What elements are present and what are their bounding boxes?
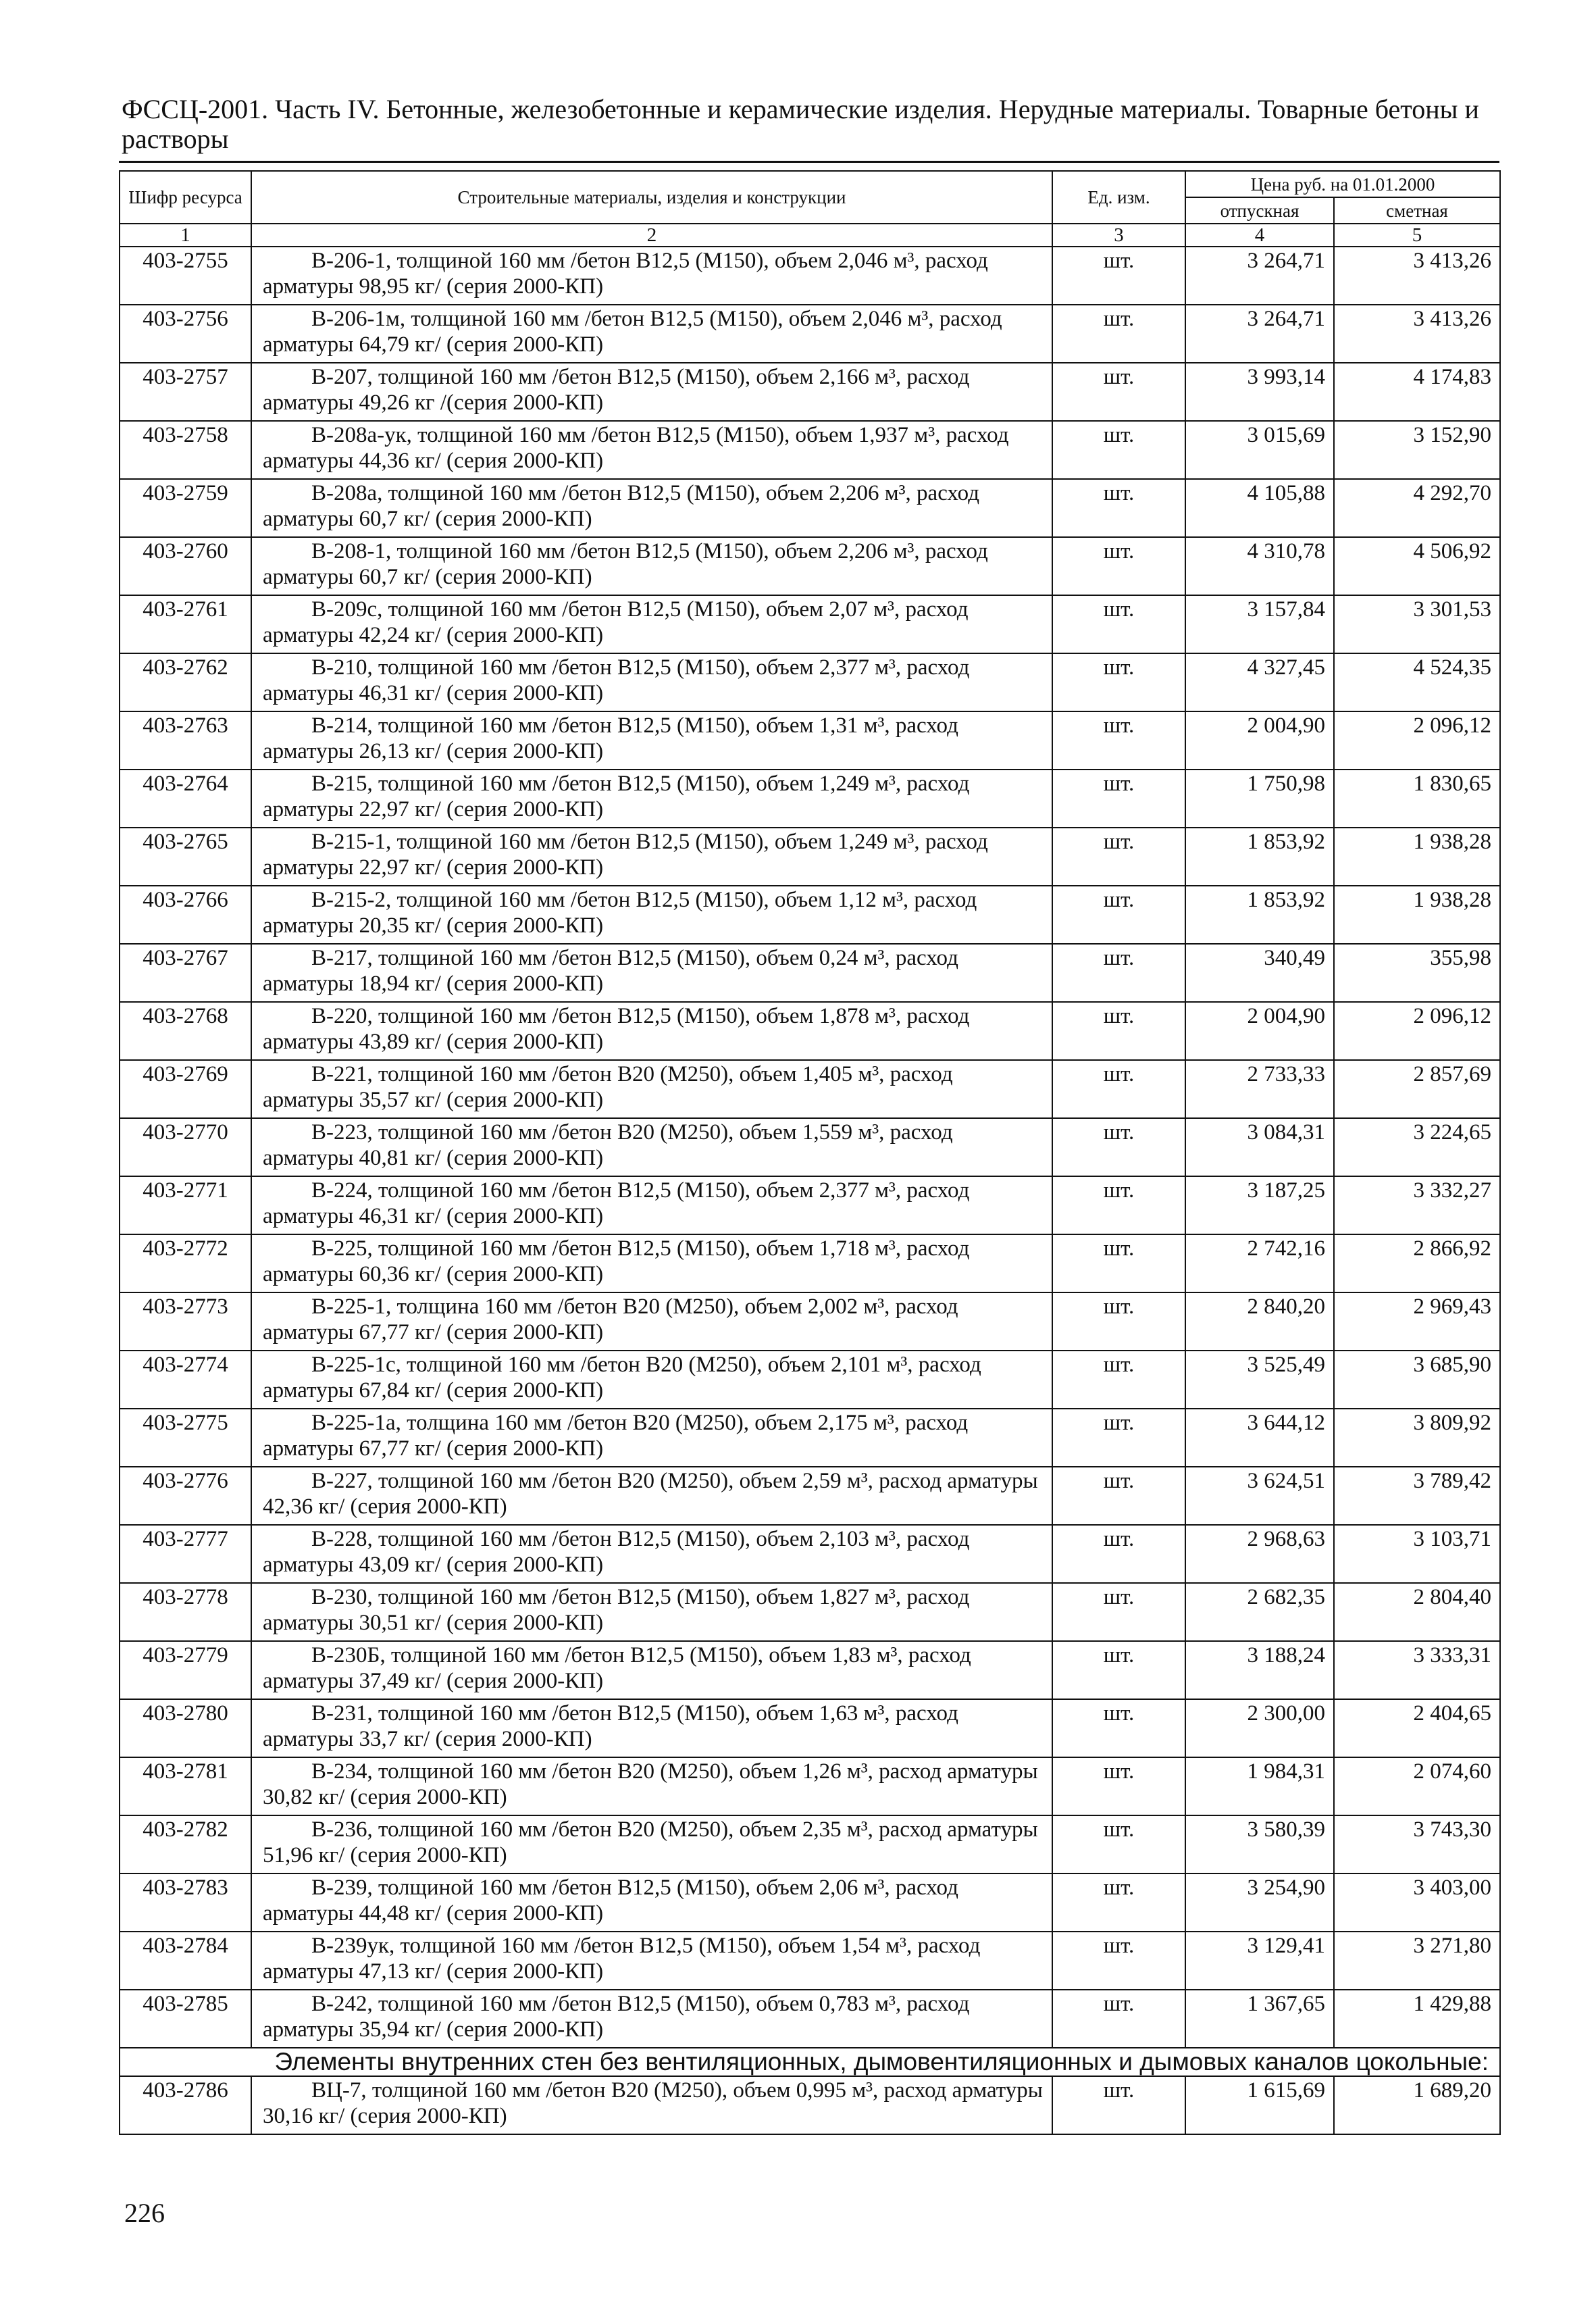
table-row [120,1932,1500,1990]
row-price-release: 3 188,24 [1185,1641,1334,1699]
row-code: 403-2777 [120,1525,251,1583]
row-price-release: 2 968,63 [1185,1525,1334,1583]
row-description: В-230Б, толщиной 160 мм /бетон В12,5 (М150), объем 1,83 м³, расход арматуры 37,49 кг/ (серия 2000-КП) [251,1641,1052,1699]
row-code: 403-2757 [120,363,251,421]
table-row [120,828,1500,886]
table-row [120,1118,1500,1176]
row-description: В-208а, толщиной 160 мм /бетон В12,5 (М150), объем 2,206 м³, расход арматуры 60,7 кг/ (серия 2000-КП) [251,479,1052,537]
row-price-estimate: 3 685,90 [1334,1351,1500,1409]
row-code: 403-2764 [120,770,251,828]
table-row [120,770,1500,828]
section-heading-row [120,2048,1500,2076]
row-price-release: 2 300,00 [1185,1699,1334,1757]
row-description: В-215, толщиной 160 мм /бетон В12,5 (М150), объем 1,249 м³, расход арматуры 22,97 кг/ (серия 2000-КП) [251,770,1052,828]
row-unit: шт. [1052,1583,1185,1641]
row-description: В-225-1, толщина 160 мм /бетон В20 (М250), объем 2,002 м³, расход арматуры 67,77 кг/ (серия 2000-КП) [251,1292,1052,1351]
row-code: 403-2779 [120,1641,251,1699]
row-unit: шт. [1052,1990,1185,2048]
row-price-estimate: 4 174,83 [1334,363,1500,421]
row-unit: шт. [1052,363,1185,421]
row-unit: шт. [1052,1060,1185,1118]
table-row [120,537,1500,595]
row-code: 403-2756 [120,305,251,363]
row-code: 403-2768 [120,1002,251,1060]
table-row [120,1815,1500,1873]
row-price-release: 3 264,71 [1185,305,1334,363]
section-heading: Элементы внутренних стен без вентиляционных, дымовентиляционных и дымовых каналов цокольные: [120,2048,1500,2076]
row-description: В-228, толщиной 160 мм /бетон В12,5 (М150), объем 2,103 м³, расход арматуры 43,09 кг/ (серия 2000-КП) [251,1525,1052,1583]
row-description: В-214, толщиной 160 мм /бетон В12,5 (М150), объем 1,31 м³, расход арматуры 26,13 кг/ (серия 2000-КП) [251,711,1052,770]
row-price-release: 3 157,84 [1185,595,1334,653]
column-number-row [120,224,1500,247]
table-row [120,1583,1500,1641]
column-number: 5 [1334,224,1500,247]
row-code: 403-2758 [120,421,251,479]
row-unit: шт. [1052,421,1185,479]
row-price-release: 2 004,90 [1185,711,1334,770]
row-price-estimate: 1 938,28 [1334,828,1500,886]
row-unit: шт. [1052,1351,1185,1409]
row-unit: шт. [1052,828,1185,886]
row-code: 403-2776 [120,1467,251,1525]
table-row [120,2076,1500,2134]
row-price-estimate: 4 506,92 [1334,537,1500,595]
table-row [120,653,1500,711]
row-price-release: 2 682,35 [1185,1583,1334,1641]
row-price-release: 3 644,12 [1185,1409,1334,1467]
row-price-estimate: 3 743,30 [1334,1815,1500,1873]
row-price-estimate: 3 789,42 [1334,1467,1500,1525]
row-code: 403-2766 [120,886,251,944]
row-price-estimate: 3 224,65 [1334,1118,1500,1176]
row-description: В-206-1м, толщиной 160 мм /бетон В12,5 (М150), объем 2,046 м³, расход арматуры 64,79 кг/ (серия 2000-КП) [251,305,1052,363]
table-row [120,1699,1500,1757]
table-row [120,363,1500,421]
row-code: 403-2763 [120,711,251,770]
row-code: 403-2765 [120,828,251,886]
row-price-release: 1 615,69 [1185,2076,1334,2134]
column-number: 4 [1185,224,1334,247]
table-row [120,1757,1500,1815]
row-price-release: 3 129,41 [1185,1932,1334,1990]
row-code: 403-2781 [120,1757,251,1815]
row-description: В-208-1, толщиной 160 мм /бетон В12,5 (М150), объем 2,206 м³, расход арматуры 60,7 кг/ (серия 2000-КП) [251,537,1052,595]
row-price-estimate: 4 292,70 [1334,479,1500,537]
row-price-estimate: 2 804,40 [1334,1583,1500,1641]
row-price-estimate: 355,98 [1334,944,1500,1002]
row-unit: шт. [1052,1873,1185,1932]
row-description: В-242, толщиной 160 мм /бетон В12,5 (М150), объем 0,783 м³, расход арматуры 35,94 кг/ (серия 2000-КП) [251,1990,1052,2048]
row-description: В-223, толщиной 160 мм /бетон В20 (М250), объем 1,559 м³, расход арматуры 40,81 кг/ (серия 2000-КП) [251,1118,1052,1176]
table-row [120,1002,1500,1060]
row-unit: шт. [1052,2076,1185,2134]
row-unit: шт. [1052,1699,1185,1757]
table-row [120,479,1500,537]
row-description: В-208а-ук, толщиной 160 мм /бетон В12,5 (М150), объем 1,937 м³, расход арматуры 44,36 кг/ (серия 2000-КП) [251,421,1052,479]
row-unit: шт. [1052,1525,1185,1583]
row-price-estimate: 3 413,26 [1334,247,1500,305]
table-row [120,305,1500,363]
table-row [120,886,1500,944]
row-description: В-215-1, толщиной 160 мм /бетон В12,5 (М150), объем 1,249 м³, расход арматуры 22,97 кг/ (серия 2000-КП) [251,828,1052,886]
row-code: 403-2772 [120,1234,251,1292]
row-unit: шт. [1052,1815,1185,1873]
row-price-estimate: 3 152,90 [1334,421,1500,479]
row-description: В-210, толщиной 160 мм /бетон В12,5 (М150), объем 2,377 м³, расход арматуры 46,31 кг/ (серия 2000-КП) [251,653,1052,711]
row-price-estimate: 2 096,12 [1334,1002,1500,1060]
row-unit: шт. [1052,479,1185,537]
row-description: В-221, толщиной 160 мм /бетон В20 (М250), объем 1,405 м³, расход арматуры 35,57 кг/ (серия 2000-КП) [251,1060,1052,1118]
column-number: 3 [1052,224,1185,247]
row-price-estimate: 3 403,00 [1334,1873,1500,1932]
column-number: 1 [120,224,251,247]
row-price-estimate: 4 524,35 [1334,653,1500,711]
col-header-release: отпускная [1185,197,1334,224]
row-unit: шт. [1052,537,1185,595]
row-price-estimate: 1 689,20 [1334,2076,1500,2134]
row-price-estimate: 1 429,88 [1334,1990,1500,2048]
row-description: В-227, толщиной 160 мм /бетон В20 (М250), объем 2,59 м³, расход арматуры 42,36 кг/ (серия 2000-КП) [251,1467,1052,1525]
row-price-estimate: 1 830,65 [1334,770,1500,828]
row-description: В-225-1с, толщиной 160 мм /бетон В20 (М250), объем 2,101 м³, расход арматуры 67,84 кг/ (серия 2000-КП) [251,1351,1052,1409]
row-code: 403-2785 [120,1990,251,2048]
table-row [120,1351,1500,1409]
row-unit: шт. [1052,1641,1185,1699]
col-header-unit: Ед. изм. [1052,171,1185,224]
row-description: В-230, толщиной 160 мм /бетон В12,5 (М150), объем 1,827 м³, расход арматуры 30,51 кг/ (серия 2000-КП) [251,1583,1052,1641]
row-code: 403-2778 [120,1583,251,1641]
row-unit: шт. [1052,595,1185,653]
row-description: В-220, толщиной 160 мм /бетон В12,5 (М150), объем 1,878 м³, расход арматуры 43,89 кг/ (серия 2000-КП) [251,1002,1052,1060]
row-description: В-225, толщиной 160 мм /бетон В12,5 (М150), объем 1,718 м³, расход арматуры 60,36 кг/ (серия 2000-КП) [251,1234,1052,1292]
row-price-release: 3 580,39 [1185,1815,1334,1873]
row-price-release: 2 004,90 [1185,1002,1334,1060]
table-row [120,247,1500,305]
table-row [120,421,1500,479]
row-price-estimate: 3 332,27 [1334,1176,1500,1234]
row-price-estimate: 3 271,80 [1334,1932,1500,1990]
table-row [120,711,1500,770]
row-code: 403-2786 [120,2076,251,2134]
row-code: 403-2760 [120,537,251,595]
row-unit: шт. [1052,305,1185,363]
page-header: ФССЦ-2001. Часть IV. Бетонные, железобетонные и керамические изделия. Нерудные материалы. Товарные бетоны и растворы [122,94,1479,154]
row-price-release: 1 984,31 [1185,1757,1334,1815]
row-price-release: 3 624,51 [1185,1467,1334,1525]
row-code: 403-2759 [120,479,251,537]
table-row [120,1292,1500,1351]
row-price-release: 3 015,69 [1185,421,1334,479]
row-price-estimate: 3 413,26 [1334,305,1500,363]
row-unit: шт. [1052,1234,1185,1292]
row-price-release: 1 853,92 [1185,828,1334,886]
row-price-release: 3 525,49 [1185,1351,1334,1409]
row-description: В-209с, толщиной 160 мм /бетон В12,5 (М150), объем 2,07 м³, расход арматуры 42,24 кг/ (серия 2000-КП) [251,595,1052,653]
table-row [120,595,1500,653]
row-description: В-207, толщиной 160 мм /бетон В12,5 (М150), объем 2,166 м³, расход арматуры 49,26 кг /(серия 2000-КП) [251,363,1052,421]
row-price-release: 3 264,71 [1185,247,1334,305]
price-table [119,170,1501,2135]
row-code: 403-2767 [120,944,251,1002]
row-description: В-225-1а, толщина 160 мм /бетон В20 (М250), объем 2,175 м³, расход арматуры 67,77 кг/ (серия 2000-КП) [251,1409,1052,1467]
row-price-estimate: 3 301,53 [1334,595,1500,653]
row-price-estimate: 2 969,43 [1334,1292,1500,1351]
row-description: В-236, толщиной 160 мм /бетон В20 (М250), объем 2,35 м³, расход арматуры 51,96 кг/ (серия 2000-КП) [251,1815,1052,1873]
row-price-release: 2 733,33 [1185,1060,1334,1118]
row-description: В-231, толщиной 160 мм /бетон В12,5 (М150), объем 1,63 м³, расход арматуры 33,7 кг/ (серия 2000-КП) [251,1699,1052,1757]
row-unit: шт. [1052,1118,1185,1176]
row-code: 403-2780 [120,1699,251,1757]
row-unit: шт. [1052,944,1185,1002]
row-unit: шт. [1052,1002,1185,1060]
row-description: В-239, толщиной 160 мм /бетон В12,5 (М150), объем 2,06 м³, расход арматуры 44,48 кг/ (серия 2000-КП) [251,1873,1052,1932]
row-price-release: 4 105,88 [1185,479,1334,537]
row-price-release: 2 742,16 [1185,1234,1334,1292]
col-header-price: Цена руб. на 01.01.2000 [1185,171,1500,197]
col-header-materials: Строительные материалы, изделия и конструкции [251,171,1052,224]
table-row [120,1641,1500,1699]
row-description: В-239ук, толщиной 160 мм /бетон В12,5 (М150), объем 1,54 м³, расход арматуры 47,13 кг/ (серия 2000-КП) [251,1932,1052,1990]
row-unit: шт. [1052,770,1185,828]
row-price-release: 1 367,65 [1185,1990,1334,2048]
table-row [120,1060,1500,1118]
row-price-estimate: 1 938,28 [1334,886,1500,944]
row-code: 403-2755 [120,247,251,305]
row-code: 403-2771 [120,1176,251,1234]
col-header-code: Шифр ресурса [120,171,251,224]
row-price-release: 1 750,98 [1185,770,1334,828]
row-price-estimate: 2 404,65 [1334,1699,1500,1757]
row-unit: шт. [1052,886,1185,944]
row-price-release: 1 853,92 [1185,886,1334,944]
col-header-estimate: сметная [1334,197,1500,224]
row-price-release: 3 187,25 [1185,1176,1334,1234]
table-row [120,1234,1500,1292]
row-price-release: 4 327,45 [1185,653,1334,711]
column-number: 2 [251,224,1052,247]
row-price-release: 340,49 [1185,944,1334,1002]
row-price-estimate: 3 809,92 [1334,1409,1500,1467]
row-code: 403-2773 [120,1292,251,1351]
row-price-release: 4 310,78 [1185,537,1334,595]
table-row [120,1176,1500,1234]
row-description: В-215-2, толщиной 160 мм /бетон В12,5 (М150), объем 1,12 м³, расход арматуры 20,35 кг/ (серия 2000-КП) [251,886,1052,944]
row-unit: шт. [1052,1409,1185,1467]
row-description: В-206-1, толщиной 160 мм /бетон В12,5 (М150), объем 2,046 м³, расход арматуры 98,95 кг/ (серия 2000-КП) [251,247,1052,305]
table-row [120,944,1500,1002]
row-code: 403-2762 [120,653,251,711]
row-unit: шт. [1052,711,1185,770]
row-price-estimate: 3 103,71 [1334,1525,1500,1583]
row-code: 403-2769 [120,1060,251,1118]
row-price-release: 3 084,31 [1185,1118,1334,1176]
row-unit: шт. [1052,247,1185,305]
row-price-release: 3 993,14 [1185,363,1334,421]
row-unit: шт. [1052,1932,1185,1990]
row-description: В-224, толщиной 160 мм /бетон В12,5 (М150), объем 2,377 м³, расход арматуры 46,31 кг/ (серия 2000-КП) [251,1176,1052,1234]
row-price-estimate: 2 866,92 [1334,1234,1500,1292]
row-code: 403-2783 [120,1873,251,1932]
row-unit: шт. [1052,653,1185,711]
row-price-estimate: 2 857,69 [1334,1060,1500,1118]
row-code: 403-2770 [120,1118,251,1176]
table-row [120,1409,1500,1467]
row-unit: шт. [1052,1292,1185,1351]
row-code: 403-2774 [120,1351,251,1409]
row-unit: шт. [1052,1176,1185,1234]
row-description: В-234, толщиной 160 мм /бетон В20 (М250), объем 1,26 м³, расход арматуры 30,82 кг/ (серия 2000-КП) [251,1757,1052,1815]
table-row [120,1525,1500,1583]
page-number: 226 [124,2198,165,2228]
row-unit: шт. [1052,1757,1185,1815]
row-price-release: 3 254,90 [1185,1873,1334,1932]
table-row [120,1990,1500,2048]
row-description: В-217, толщиной 160 мм /бетон В12,5 (М150), объем 0,24 м³, расход арматуры 18,94 кг/ (серия 2000-КП) [251,944,1052,1002]
row-price-release: 2 840,20 [1185,1292,1334,1351]
row-description: ВЦ-7, толщиной 160 мм /бетон В20 (М250), объем 0,995 м³, расход арматуры 30,16 кг/ (серия 2000-КП) [251,2076,1052,2134]
header-rule [119,161,1499,163]
row-unit: шт. [1052,1467,1185,1525]
row-code: 403-2775 [120,1409,251,1467]
row-price-estimate: 3 333,31 [1334,1641,1500,1699]
row-price-estimate: 2 096,12 [1334,711,1500,770]
row-code: 403-2761 [120,595,251,653]
row-price-estimate: 2 074,60 [1334,1757,1500,1815]
table-row [120,1873,1500,1932]
table-row [120,1467,1500,1525]
row-code: 403-2784 [120,1932,251,1990]
row-code: 403-2782 [120,1815,251,1873]
